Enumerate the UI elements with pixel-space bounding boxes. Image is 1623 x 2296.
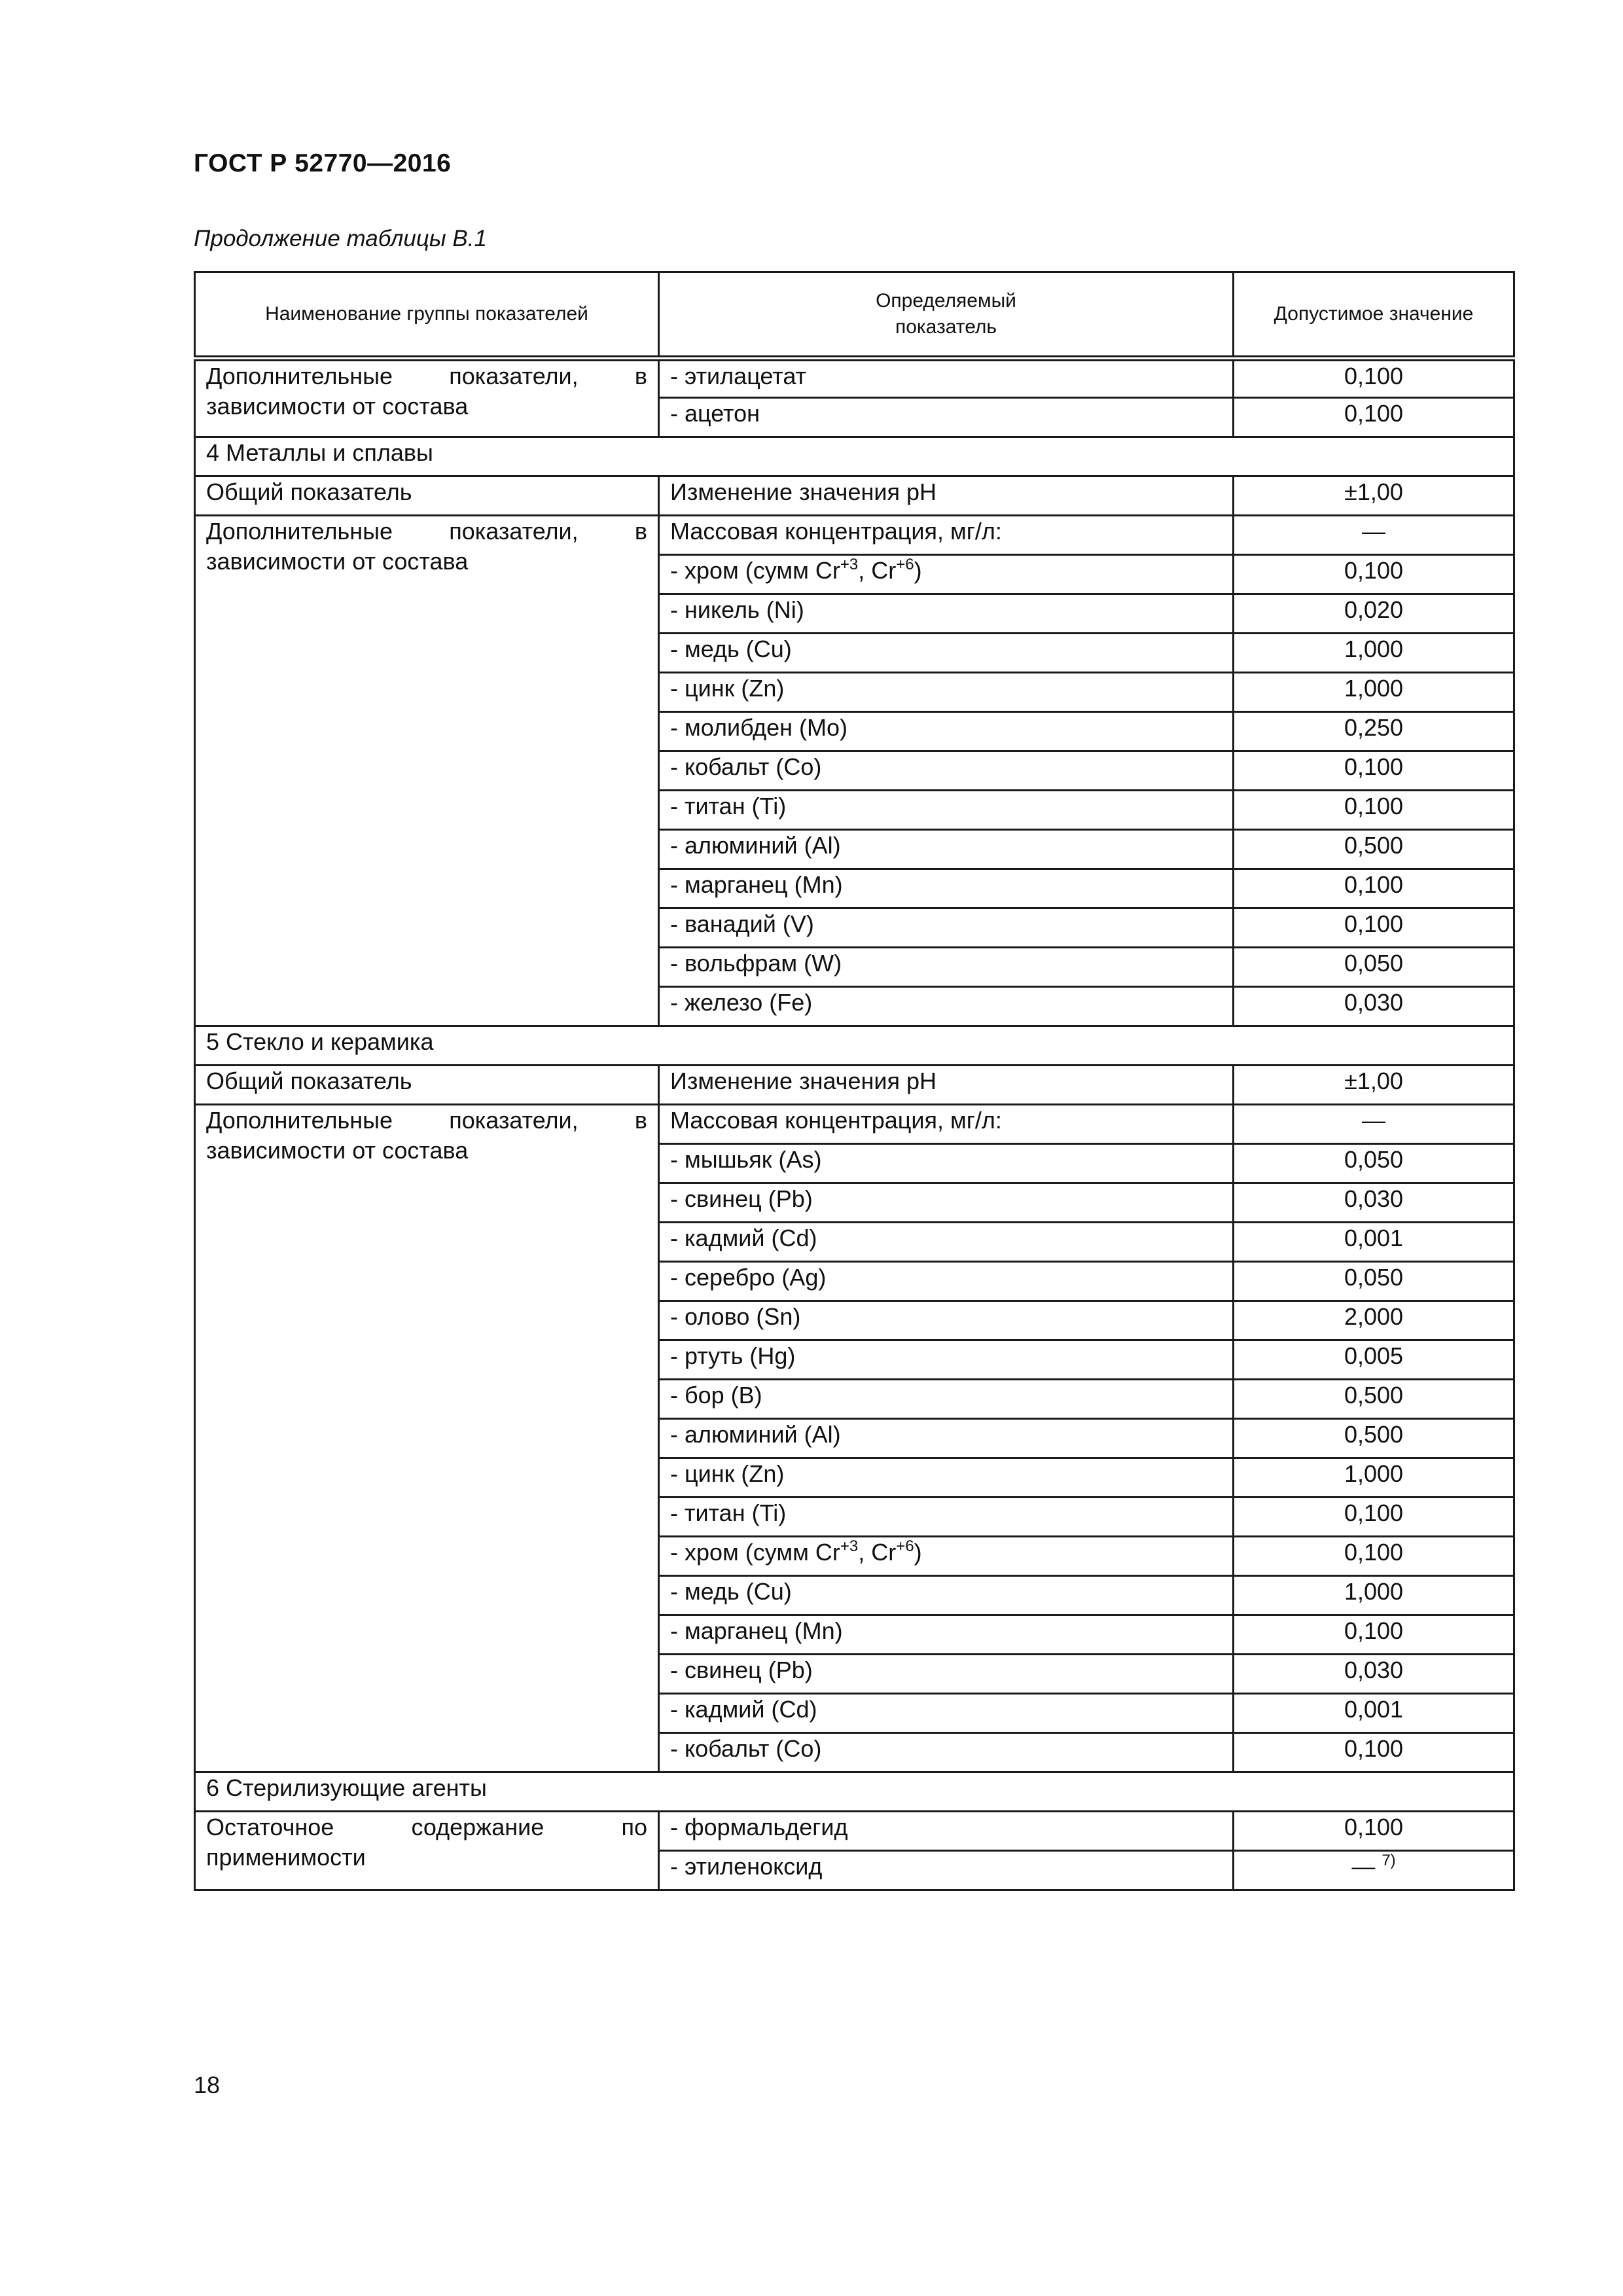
value-cell: 1,000 (1234, 634, 1514, 673)
value-cell: 0,001 (1234, 1694, 1514, 1733)
value-cell: 0,030 (1234, 1655, 1514, 1694)
indicator-cell: Массовая концентрация, мг/л: (659, 516, 1234, 555)
group-name: Общий показатель (195, 476, 659, 516)
indicator-cell: - цинк (Zn) (659, 1458, 1234, 1498)
page-number: 18 (194, 2072, 221, 2098)
value-cell: — (1234, 516, 1514, 555)
value-cell: 0,100 (1234, 1615, 1514, 1655)
indicator-cell: - медь (Cu) (659, 1576, 1234, 1615)
value-cell: 0,500 (1234, 1419, 1514, 1458)
indicator-cell: - этилацетат (659, 359, 1234, 398)
document-code: ГОСТ Р 52770—2016 (194, 149, 452, 177)
indicator-cell: - медь (Cu) (659, 634, 1234, 673)
value-cell: 0,100 (1234, 791, 1514, 830)
value-cell: 0,100 (1234, 398, 1514, 437)
indicator-text: - хром (сумм Cr (670, 1539, 840, 1566)
indicator-cell: Изменение значения рН (659, 476, 1234, 516)
indicator-cell: - вольфрам (W) (659, 948, 1234, 987)
indicator-cell: - свинец (Pb) (659, 1655, 1234, 1694)
value-cell: 0,050 (1234, 1262, 1514, 1301)
section-title: 5 Стекло и керамика (195, 1026, 1514, 1066)
indicator-cell: Массовая концентрация, мг/л: (659, 1105, 1234, 1144)
value-cell: 1,000 (1234, 1576, 1514, 1615)
value-cell: 0,001 (1234, 1223, 1514, 1262)
section-row (195, 437, 1514, 476)
indicator-cell: - марганец (Mn) (659, 1615, 1234, 1655)
header-allowed-value: Допустимое значение (1234, 272, 1514, 359)
indicator-cell: - титан (Ti) (659, 1498, 1234, 1537)
superscript: +3 (840, 556, 859, 573)
table-row (195, 359, 1514, 398)
value-cell: — (1234, 1105, 1514, 1144)
group-name: Дополнительные показатели, в зависимости от состава (195, 1105, 659, 1772)
value-cell: 0,030 (1234, 1183, 1514, 1223)
value-cell: 0,100 (1234, 751, 1514, 791)
value-cell: ±1,00 (1234, 1066, 1514, 1105)
value-cell: 0,100 (1234, 555, 1514, 594)
value-cell: 0,005 (1234, 1340, 1514, 1380)
superscript: +6 (896, 556, 914, 573)
value-cell: 0,100 (1234, 359, 1514, 398)
table-row (195, 1812, 1514, 1851)
indicator-text-tail: ) (914, 1539, 922, 1566)
header-group-name: Наименование группы показателей (195, 272, 659, 359)
value-cell: 0,100 (1234, 1537, 1514, 1576)
indicator-cell: - этиленоксид (659, 1851, 1234, 1890)
indicator-cell: - марганец (Mn) (659, 869, 1234, 908)
section-title: 6 Стерилизующие агенты (195, 1772, 1514, 1812)
value-cell: ±1,00 (1234, 476, 1514, 516)
value-cell: 0,100 (1234, 1812, 1514, 1851)
section-title: 4 Металлы и сплавы (195, 437, 1514, 476)
table-header-row (195, 272, 1514, 359)
indicator-cell: - ванадий (V) (659, 908, 1234, 948)
indicator-cell: - титан (Ti) (659, 791, 1234, 830)
value-cell: 0,030 (1234, 987, 1514, 1026)
value-cell: 0,020 (1234, 594, 1514, 634)
indicator-cell: - алюминий (Al) (659, 1419, 1234, 1458)
indicator-cell: - кадмий (Cd) (659, 1223, 1234, 1262)
indicator-cell: - серебро (Ag) (659, 1262, 1234, 1301)
value-text: — (1351, 1853, 1376, 1880)
indicator-text-tail: ) (914, 557, 922, 584)
table-row (195, 1066, 1514, 1105)
value-cell: 0,100 (1234, 1733, 1514, 1772)
group-name: Общий показатель (195, 1066, 659, 1105)
indicator-cell: - кадмий (Cd) (659, 1694, 1234, 1733)
value-cell: 0,500 (1234, 1380, 1514, 1419)
indicator-text-mid: , Cr (858, 557, 897, 584)
superscript: +3 (840, 1537, 859, 1555)
indicator-cell: - железо (Fe) (659, 987, 1234, 1026)
indicator-cell: - кобальт (Co) (659, 1733, 1234, 1772)
group-name: Дополнительные показатели, в зависимости от состава (195, 359, 659, 437)
table-row (195, 1105, 1514, 1144)
group-name: Остаточное содержание по применимости (195, 1812, 659, 1890)
indicator-cell: - молибден (Mo) (659, 712, 1234, 751)
value-cell: 0,100 (1234, 869, 1514, 908)
indicator-cell: - свинец (Pb) (659, 1183, 1234, 1223)
value-cell: 1,000 (1234, 673, 1514, 712)
indicator-text-mid: , Cr (858, 1539, 897, 1566)
value-cell: 0,250 (1234, 712, 1514, 751)
indicator-cell: - алюминий (Al) (659, 830, 1234, 869)
section-row (195, 1772, 1514, 1812)
header-indicator-line1: Определяемый (876, 290, 1016, 312)
footnote-ref: 7) (1382, 1852, 1396, 1869)
indicators-table (194, 271, 1515, 1891)
table-row (195, 516, 1514, 555)
indicator-cell: - мышьяк (As) (659, 1144, 1234, 1183)
indicator-cell: - кобальт (Co) (659, 751, 1234, 791)
value-cell: 1,000 (1234, 1458, 1514, 1498)
group-name: Дополнительные показатели, в зависимости от состава (195, 516, 659, 1026)
indicator-text: - хром (сумм Cr (670, 557, 840, 584)
indicator-cell: - олово (Sn) (659, 1301, 1234, 1340)
value-cell: 0,050 (1234, 948, 1514, 987)
table-body (195, 359, 1514, 1890)
value-cell (1234, 1851, 1514, 1890)
indicator-cell: - никель (Ni) (659, 594, 1234, 634)
indicator-cell: - формальдегид (659, 1812, 1234, 1851)
indicator-cell (659, 1537, 1234, 1576)
indicator-cell: - бор (B) (659, 1380, 1234, 1419)
value-cell: 0,050 (1234, 1144, 1514, 1183)
superscript: +6 (896, 1537, 914, 1555)
section-row (195, 1026, 1514, 1066)
value-cell: 0,100 (1234, 908, 1514, 948)
value-cell: 0,500 (1234, 830, 1514, 869)
header-indicator-line2: показатель (895, 316, 997, 338)
header-indicator (659, 272, 1234, 359)
value-cell: 2,000 (1234, 1301, 1514, 1340)
indicator-cell: Изменение значения рН (659, 1066, 1234, 1105)
indicator-cell (659, 555, 1234, 594)
indicator-cell: - цинк (Zn) (659, 673, 1234, 712)
table-caption: Продолжение таблицы В.1 (194, 226, 487, 251)
value-cell: 0,100 (1234, 1498, 1514, 1537)
table-row (195, 476, 1514, 516)
indicator-cell: - ацетон (659, 398, 1234, 437)
indicator-cell: - ртуть (Hg) (659, 1340, 1234, 1380)
